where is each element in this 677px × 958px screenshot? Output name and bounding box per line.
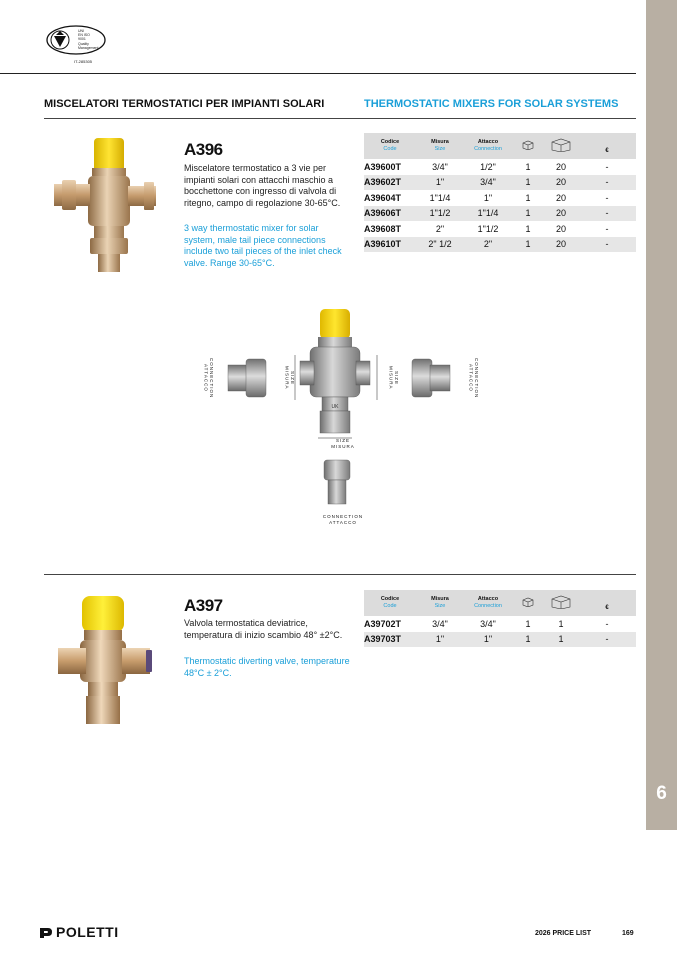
section-divider [44,118,636,119]
a397-product-photo [52,592,158,730]
product-divider [44,574,636,575]
col-price: € [578,133,636,159]
box-icon [544,590,578,616]
col-connection: Attacco Connection [464,133,512,159]
package-icon [512,590,544,616]
table-row: A39608T 2" 1"1/2 1 20 - [364,221,636,237]
chapter-number: 6 [656,783,667,804]
a397-product-code: A397 [184,596,223,615]
table-row: A39703T 1" 1" 1 1 - [364,632,636,648]
page-number: 169 [622,930,634,937]
col-size: Misura Size [416,133,464,159]
a396-price-table [364,133,636,253]
diagram-label-right-size: SIZE MISURA [388,366,399,390]
a396-description-it: Miscelatore termostatico a 3 vie per impianti solari con attacchi maschio a bocchettone con ingresso di valvola di ritegno, campo di regolazione 30-65°C. [184,163,341,208]
a396-product-code: A396 [184,140,223,159]
table-row: A39602T 1" 3/4" 1 20 - [364,175,636,191]
package-icon [512,133,544,159]
col-connection: Attacco Connection [464,590,512,616]
table-row: A39702T 3/4" 3/4" 1 1 - [364,616,636,632]
diagram-label-left-connection: CONNECTION ATTACCO [203,357,214,399]
header-divider [0,73,636,74]
a396-product-photo [48,134,164,276]
diagram-body-mark: UK [331,404,339,410]
brand-name: POLETTI [56,924,119,940]
col-code: Codice Code [364,133,416,159]
a397-price-table [364,590,636,648]
table-row: A39600T 3/4" 1/2" 1 20 - [364,159,636,175]
col-size: Misura Size [416,590,464,616]
section-title-it: MISCELATORI TERMOSTATICI PER IMPIANTI SOLARI [44,98,325,110]
table-row: A39610T 2" 1/2 2" 1 20 - [364,237,636,253]
poletti-logo-icon [39,926,53,938]
diagram-label-bottom-size: SIZE MISURA [331,438,355,449]
diagram-label-bottom-connection: CONNECTION ATTACCO [322,514,364,525]
a397-description-it: Valvola termostatica deviatrice, temperatura di inizio scambio 48° ±2°C. [184,618,343,640]
table-row: A39604T 1"1/4 1" 1 20 - [364,190,636,206]
col-code: Codice Code [364,590,416,616]
a396-exploded-diagram [200,305,480,530]
chapter-tab [646,0,677,830]
section-title-en: THERMOSTATIC MIXERS FOR SOLAR SYSTEMS [364,98,619,110]
a396-description-en: 3 way thermostatic mixer for solar system, male tail piece connections include two tail pieces of the inlet check valve. Range 30-65°C. [184,223,342,268]
diagram-label-right-connection: CONNECTION ATTACCO [468,357,479,399]
certification-text: UNI EN ISO 9001 Quality Management [78,29,99,50]
certification-number: IT-285305 [74,59,93,64]
table-row: A39606T 1"1/2 1"1/4 1 20 - [364,206,636,222]
footer-price-list: 2026 PRICE LIST [535,930,592,937]
box-icon [544,133,578,159]
a397-description-en: Thermostatic diverting valve, temperature 48°C ± 2°C. [184,656,350,678]
col-price: € [578,590,636,616]
diagram-label-left-size: SIZE MISURA [284,366,295,390]
